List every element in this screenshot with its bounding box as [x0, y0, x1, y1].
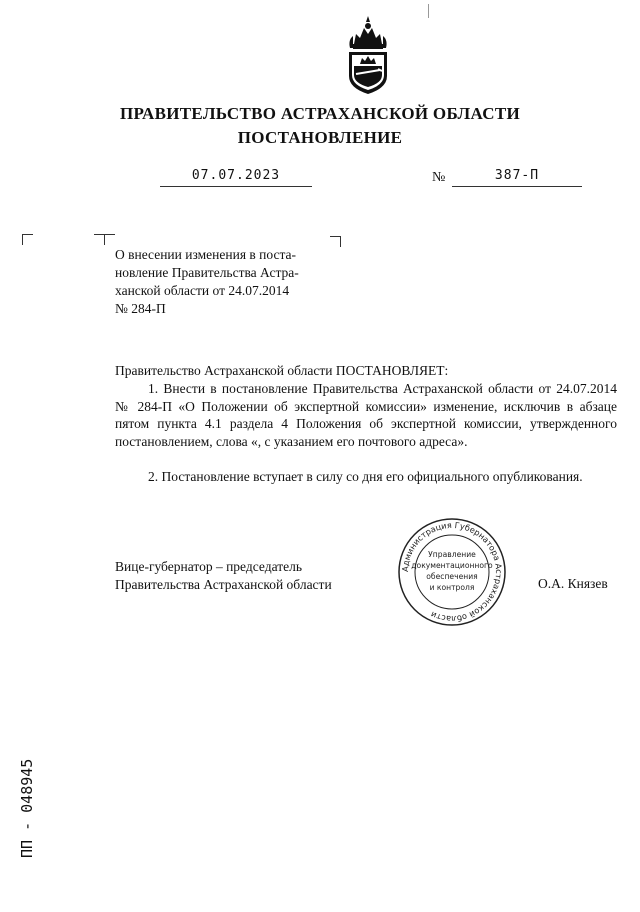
- stamp-center-line: и контроля: [429, 583, 475, 592]
- official-stamp: [397, 517, 507, 627]
- signatory-name: О.А. Князев: [538, 576, 608, 591]
- coat-of-arms-emblem: [340, 14, 396, 96]
- margin-corner-mark: [22, 234, 33, 245]
- resolution-intro: Правительство Астраханской области ПОСТАНОВЛЯЕТ:: [115, 363, 449, 378]
- serial-number-text: ПП - 048945: [18, 758, 36, 858]
- decree-number: 387-П: [452, 168, 582, 187]
- stamp-center-line: обеспечения: [426, 572, 478, 581]
- position-line: Вице-губернатор – председатель: [115, 559, 302, 574]
- position-line: Правительства Астраханской области: [115, 577, 332, 592]
- serial-number: [14, 740, 38, 860]
- document-type-title: ПОСТАНОВЛЕНИЕ: [237, 128, 403, 147]
- number-label: №: [432, 170, 446, 185]
- paragraph-2: 2. Постановление вступает в силу со дня его официального опубликования.: [148, 469, 583, 484]
- subject-line: ханской области от 24.07.2014: [115, 283, 290, 298]
- subject-line: О внесении изменения в поста-: [115, 247, 297, 262]
- decree-subject: [115, 246, 336, 318]
- subject-corner-mark-left-inner: [104, 234, 115, 245]
- stamp-center-line: Управление: [428, 550, 476, 559]
- signatory-position: [115, 558, 332, 594]
- government-title: ПРАВИТЕЛЬСТВО АСТРАХАНСКОЙ ОБЛАСТИ: [120, 104, 520, 123]
- scan-mark: [428, 4, 429, 18]
- paragraph-1: 1. Внести в постановление Правительства Астраханской области от 24.07.2014 № 284-П «О Положении об экспертной комиссии» изменение, исключив в абзаце пятом пункта 4.1 раздела 4 Положения об экспертной комиссии, утвержденного постановлением, слова «, с указанием его почтового адреса».: [115, 381, 617, 449]
- subject-line: новление Правительства Астра-: [115, 265, 299, 280]
- decree-date: 07.07.2023: [160, 168, 312, 187]
- stamp-center-line: документационного: [411, 561, 493, 570]
- stamp-ring-text: Администрация Губернатора Астраханской области: [399, 519, 505, 625]
- subject-line: № 284-П: [115, 301, 166, 316]
